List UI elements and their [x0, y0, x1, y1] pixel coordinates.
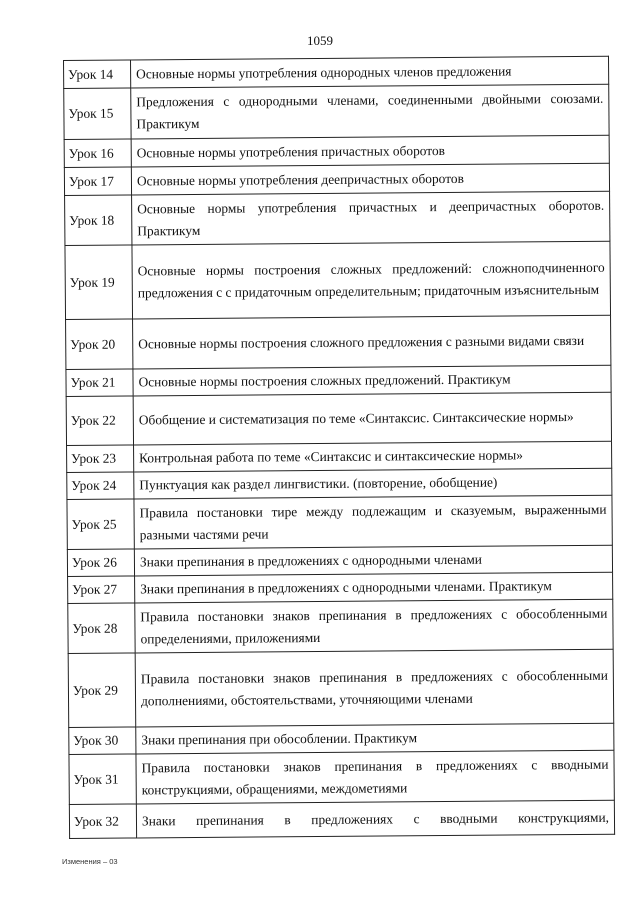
lesson-topic: Правила постановки тире между подлежащим и сказуемым, выраженными разными частями речи: [134, 495, 612, 549]
lesson-topic: Знаки препинания в предложениях с вводными конструкциями,: [136, 800, 614, 838]
lesson-label: Урок 20: [66, 319, 133, 370]
lesson-label: Урок 18: [65, 195, 132, 246]
lesson-topic: Основные нормы построения сложного предложения с разными видами связи: [133, 315, 611, 369]
table-row: [67, 545, 612, 576]
lesson-label: Урок 23: [67, 445, 134, 473]
table-row: [65, 241, 611, 319]
lesson-label: Урок 32: [69, 804, 136, 839]
lesson-topic: Основные нормы построения сложных предложений: сложноподчиненного предложения с с придаточным определительным; придаточным изъяснительным: [132, 241, 611, 319]
lesson-label: Урок 26: [67, 549, 134, 577]
lesson-label: Урок 14: [64, 60, 131, 89]
table-row: [64, 135, 609, 167]
lesson-label: Урок 27: [68, 576, 135, 604]
lesson-label: Урок 17: [64, 167, 131, 196]
lesson-label: Урок 22: [66, 396, 133, 446]
lesson-topic: Правила постановки знаков препинания в предложениях с обособленными дополнениями, обстоятельствами, уточняющими членами: [135, 649, 614, 727]
lesson-topic: Основные нормы употребления причастных оборотов: [131, 135, 609, 167]
lesson-label: Урок 16: [64, 139, 131, 168]
table-row: [68, 599, 613, 653]
lesson-topic: Основные нормы употребления причастных и деепричастных оборотов. Практикум: [132, 191, 610, 245]
lesson-topic: Основные нормы построения сложных предложений. Практикум: [133, 365, 611, 396]
lesson-label: Урок 31: [69, 754, 136, 805]
lesson-label: Урок 28: [68, 603, 135, 654]
lesson-label: Урок 15: [64, 88, 131, 140]
lesson-label: Урок 19: [65, 245, 133, 320]
table-row: [67, 468, 612, 499]
table-row: [66, 392, 611, 445]
table-row: [64, 56, 609, 88]
table-row: [66, 315, 611, 369]
lesson-label: Урок 25: [67, 499, 134, 550]
footer-revision: Изменения – 03: [62, 857, 118, 866]
page-number: 1059: [307, 33, 333, 48]
lesson-topic: Контрольная работа по теме «Синтаксис и синтаксические нормы»: [134, 441, 612, 472]
table-row: [69, 750, 614, 804]
lesson-label: Урок 30: [69, 727, 136, 755]
lesson-topic: Знаки препинания в предложениях с однородными членами: [134, 545, 612, 576]
lesson-label: Урок 24: [67, 472, 134, 500]
table-row: [64, 163, 609, 195]
table-row: [68, 649, 614, 727]
lesson-topic: Правила постановки знаков препинания в предложениях с обособленными определениями, приложениями: [135, 599, 613, 653]
lesson-topic: Предложения с однородными членами, соединенными двойными союзами. Практикум: [131, 84, 609, 139]
lesson-table: [63, 56, 615, 839]
table-row: [69, 800, 614, 838]
lesson-topic: Основные нормы употребления однородных членов предложения: [131, 56, 609, 88]
table-row: [66, 365, 611, 396]
lesson-topic: Правила постановки знаков препинания в предложениях с вводными конструкциями, обращениями, междометиями: [136, 750, 614, 804]
lesson-topic: Пунктуация как раздел лингвистики. (повторение, обобщение): [134, 468, 612, 499]
lesson-label: Урок 29: [68, 653, 136, 728]
lesson-topic: Знаки препинания при обособлении. Практикум: [136, 723, 614, 754]
lesson-topic: Основные нормы употребления деепричастных оборотов: [131, 163, 609, 195]
table-row: [64, 84, 609, 139]
table-row: [68, 572, 613, 603]
table-row: [67, 495, 612, 549]
table-row: [65, 191, 610, 245]
lesson-label: Урок 21: [66, 369, 133, 397]
lesson-topic: Обобщение и систематизация по теме «Синтаксис. Синтаксические нормы»: [133, 392, 611, 445]
lesson-topic: Знаки препинания в предложениях с однородными членами. Практикум: [135, 572, 613, 603]
table-row: [67, 441, 612, 472]
table-row: [69, 723, 614, 754]
